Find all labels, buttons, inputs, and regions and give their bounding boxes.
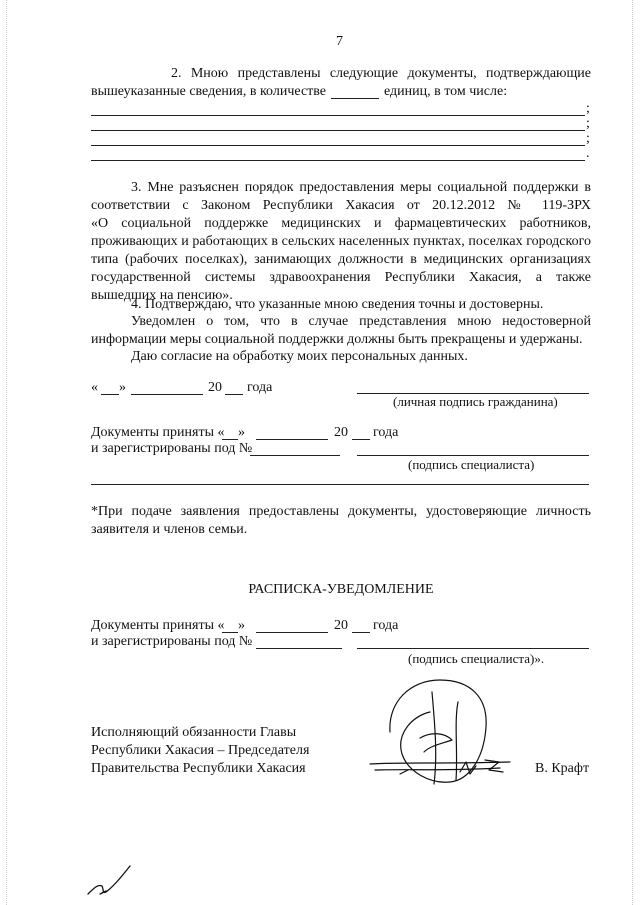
item2-line1: 2. Мною представлены следующие документы, подтверждающие <box>171 66 591 81</box>
page-number: 7 <box>336 34 343 49</box>
line-end-3: ; <box>586 131 590 146</box>
date-year-suffix: года <box>247 380 273 395</box>
receipt-month-blank[interactable] <box>256 632 328 633</box>
receipt-day-blank[interactable] <box>222 632 238 633</box>
line-end-2: ; <box>586 116 590 131</box>
citizen-signature-caption: (личная подпись гражданина) <box>393 394 558 409</box>
receipt-title: РАСПИСКА-УВЕДОМЛЕНИЕ <box>248 582 434 597</box>
receipt-close-quote: » <box>238 618 245 633</box>
document-list-line-2[interactable] <box>91 130 585 131</box>
signatory-name: В. Крафт <box>535 761 590 776</box>
receipt-year-prefix: 20 <box>334 618 348 633</box>
consent-text: Даю согласие на обработку моих персональных данных. <box>131 349 468 364</box>
accepted-line2-label: и зарегистрированы под № <box>91 441 253 456</box>
receipt-specialist-caption: (подпись специалиста)». <box>408 651 545 666</box>
accepted-line1-label: Документы приняты « <box>91 425 225 440</box>
date-month-blank[interactable] <box>131 394 203 395</box>
item3-line-6: государственной системы здравоохранения Республики Хакасия, а также <box>91 270 591 285</box>
receipt-year-suffix: года <box>373 618 399 633</box>
receipt-line2-label: и зарегистрированы под № <box>91 634 253 649</box>
handwritten-signature <box>360 672 530 792</box>
item3-line-4: проживающих и работающих в сельских населенных пунктах, поселках городского <box>91 234 591 249</box>
accepted-close-quote: » <box>238 425 245 440</box>
accepted-month-blank[interactable] <box>256 439 328 440</box>
signatory-line-2: Республики Хакасия – Председателя <box>91 743 310 758</box>
date-day-blank[interactable] <box>101 394 119 395</box>
item2-line2-part1: вышеуказанные сведения, в количестве <box>91 84 327 99</box>
document-list-line-1[interactable] <box>91 115 585 116</box>
date-year-prefix: 20 <box>208 380 222 395</box>
receipt-registration-blank[interactable] <box>256 648 342 649</box>
item3-line-1: 3. Мне разъяснен порядок предоставления меры социальной поддержки в <box>131 180 591 195</box>
document-list-line-3[interactable] <box>91 145 585 146</box>
scan-edge-left <box>6 0 7 905</box>
footnote-line-1: *При подаче заявления предоставлены документы, удостоверяющие личность <box>91 504 591 519</box>
signatory-line-1: Исполняющий обязанности Главы <box>91 725 297 740</box>
signatory-line-3: Правительства Республики Хакасия <box>91 761 306 776</box>
receipt-line1-label: Документы приняты « <box>91 618 225 633</box>
accepted-registration-blank[interactable] <box>250 455 340 456</box>
item4-text: 4. Подтверждаю, что указанные мною сведения точны и достоверны. <box>131 297 544 312</box>
accepted-year-suffix: года <box>373 425 399 440</box>
line-end-1: ; <box>586 101 590 116</box>
accepted-year-prefix: 20 <box>334 425 348 440</box>
accepted-year-blank[interactable] <box>352 439 370 440</box>
item3-line-2: соответствии с Законом Республики Хакасия от 20.12.2012 № 119-ЗРХ <box>91 198 591 213</box>
separator-line <box>91 484 589 485</box>
item3-line-7: вышедших на пенсию». <box>91 288 233 303</box>
item2-line2-part2: единиц, в том числе: <box>384 84 508 99</box>
scan-edge-right <box>632 0 633 905</box>
accepted-day-blank[interactable] <box>222 439 238 440</box>
item3-line-5: типа (рабочих поселках), занимающих должности в медицинских организациях <box>91 252 591 267</box>
date-year-blank[interactable] <box>225 394 243 395</box>
notice-line-2: информации меры социальной поддержки должны быть прекращены и удержаны. <box>91 332 583 347</box>
item3-line-3: «О социальной поддержке медицинских и фармацевтических работников, <box>91 216 591 231</box>
date-close-quote: » <box>119 380 126 395</box>
notice-line-1: Уведомлен о том, что в случае представления мною недостоверной <box>131 314 591 329</box>
initials-scribble <box>84 864 134 900</box>
document-list-line-4[interactable] <box>91 160 585 161</box>
date-open-quote: « <box>91 380 98 395</box>
receipt-year-blank[interactable] <box>352 632 370 633</box>
line-end-4: . <box>586 146 590 161</box>
document-count-blank[interactable] <box>331 98 379 99</box>
accepted-specialist-caption: (подпись специалиста) <box>408 457 535 472</box>
accepted-specialist-signature-line[interactable] <box>357 455 589 456</box>
receipt-specialist-signature-line[interactable] <box>357 648 589 649</box>
footnote-line-2: заявителя и членов семьи. <box>91 522 248 537</box>
